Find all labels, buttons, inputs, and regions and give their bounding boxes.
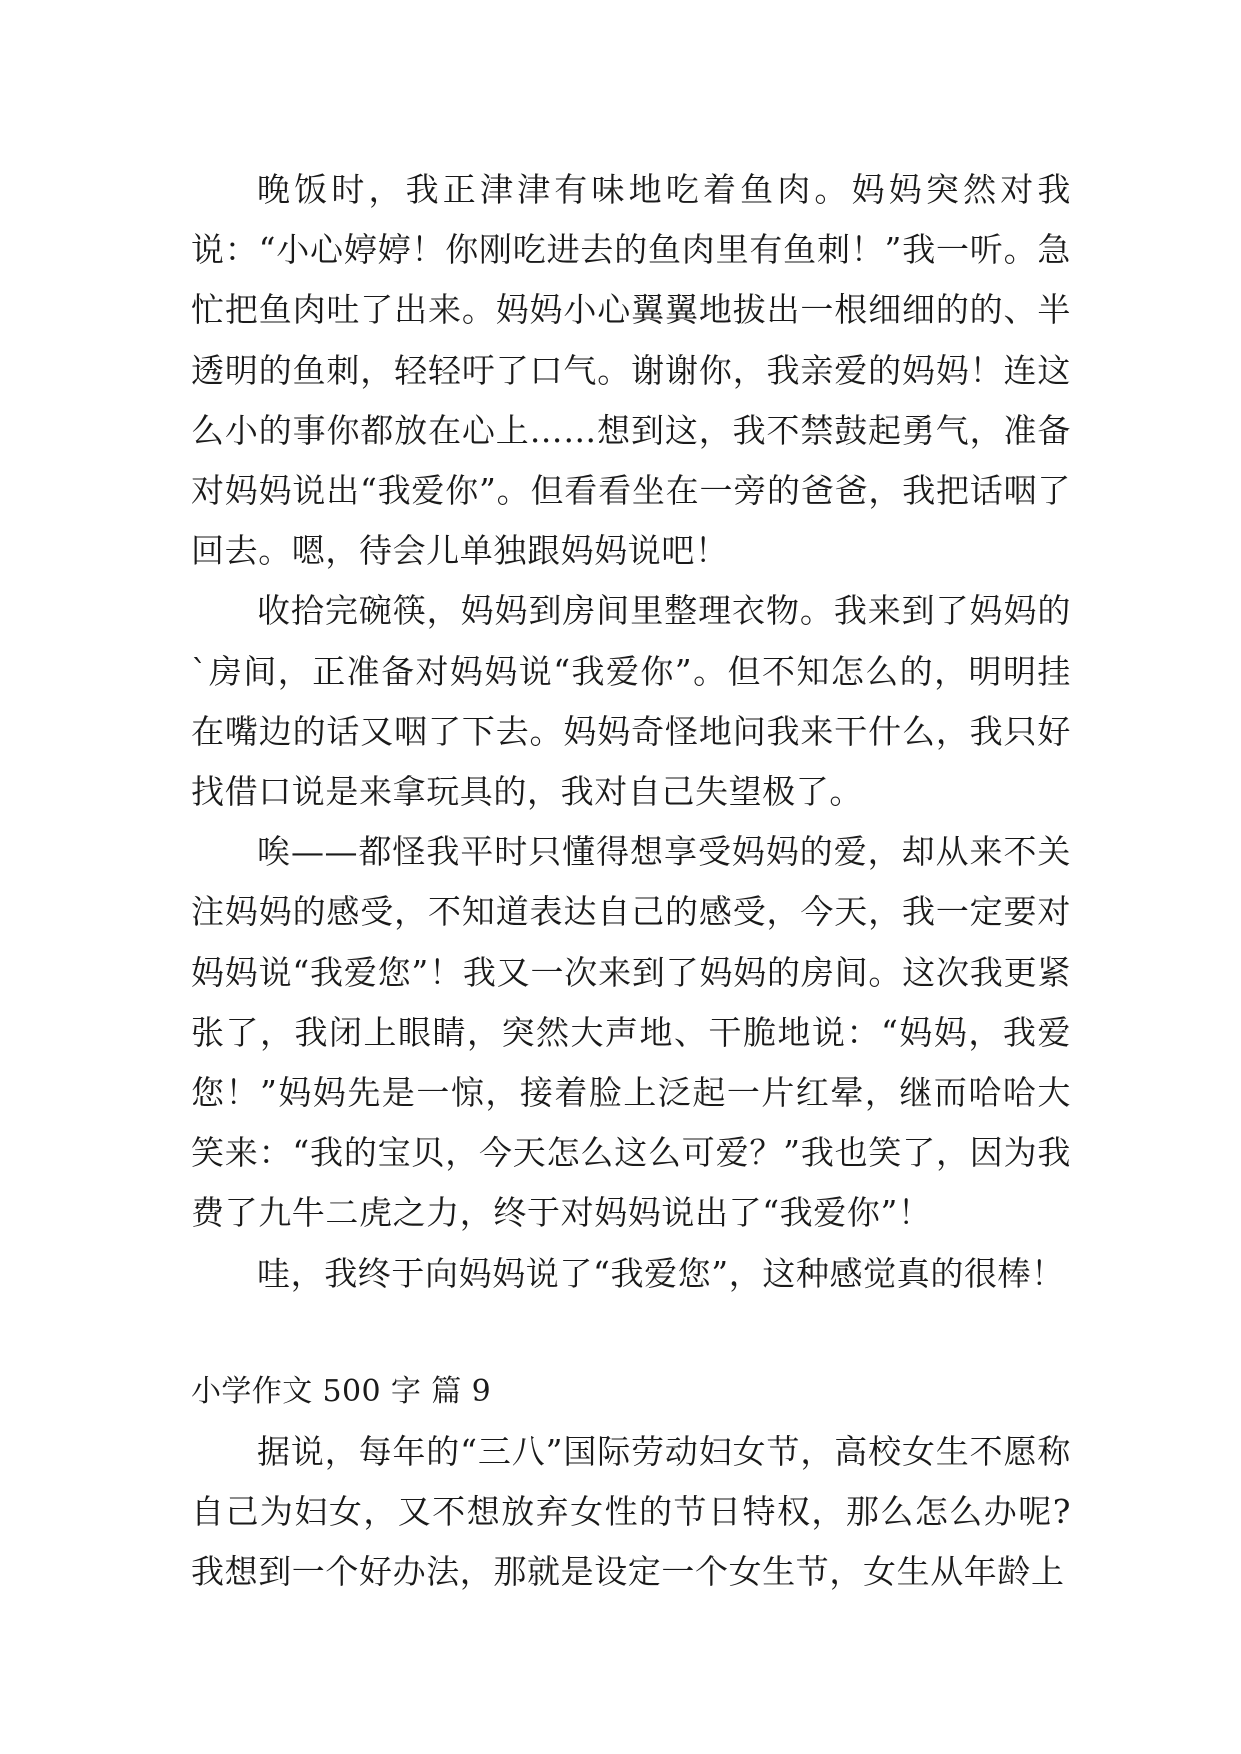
section-heading: 小学作文 500 字 篇 9 — [191, 1373, 492, 1409]
paragraph: 唉——都怪我平时只懂得想享受妈妈的爱，却从来不关注妈妈的感受，不知道表达自己的感受，今天，我一定要对妈妈说“我爱您”！我又一次来到了妈妈的房间。这次我更紧张了，我闭上眼睛，突然大声地、干脆地说：“妈妈，我爱您！”妈妈先是一惊，接着脸上泛起一片红晕，继而哈哈大笑来：“我的宝贝，今天怎么这么可爱？”我也笑了，因为我费了九牛二虎之力，终于对妈妈说出了“我爱你”！ — [191, 832, 1071, 1233]
paragraph: 晚饭时，我正津津有味地吃着鱼肉。妈妈突然对我说：“小心婷婷！你刚吃进去的鱼肉里有鱼刺！”我一听。急忙把鱼肉吐了出来。妈妈小心翼翼地拔出一根细细的的、半透明的鱼刺，轻轻吁了口气。谢谢你，我亲爱的妈妈！连这么小的事你都放在心上……想到这，我不禁鼓起勇气，准备对妈妈说出“我爱你”。但看看坐在一旁的爸爸，我把话咽了回去。嗯，待会儿单独跟妈妈说吧！ — [191, 170, 1071, 571]
document-body — [191, 160, 1071, 1602]
paragraph: 据说，每年的“三八”国际劳动妇女节，高校女生不愿称自己为妇女，又不想放弃女性的节日特权，那么怎么办呢?我想到一个好办法，那就是设定一个女生节，女生从年龄上 — [191, 1431, 1071, 1592]
paragraph: 哇，我终于向妈妈说了“我爱您”，这种感觉真的很棒！ — [257, 1253, 1065, 1293]
paragraph: 收拾完碗筷，妈妈到房间里整理衣物。我来到了妈妈的`房间，正准备对妈妈说“我爱你”。但不知怎么的，明明挂在嘴边的话又咽了下去。妈妈奇怪地问我来干什么，我只好找借口说是来拿玩具的，我对自己失望极了。 — [191, 591, 1071, 812]
